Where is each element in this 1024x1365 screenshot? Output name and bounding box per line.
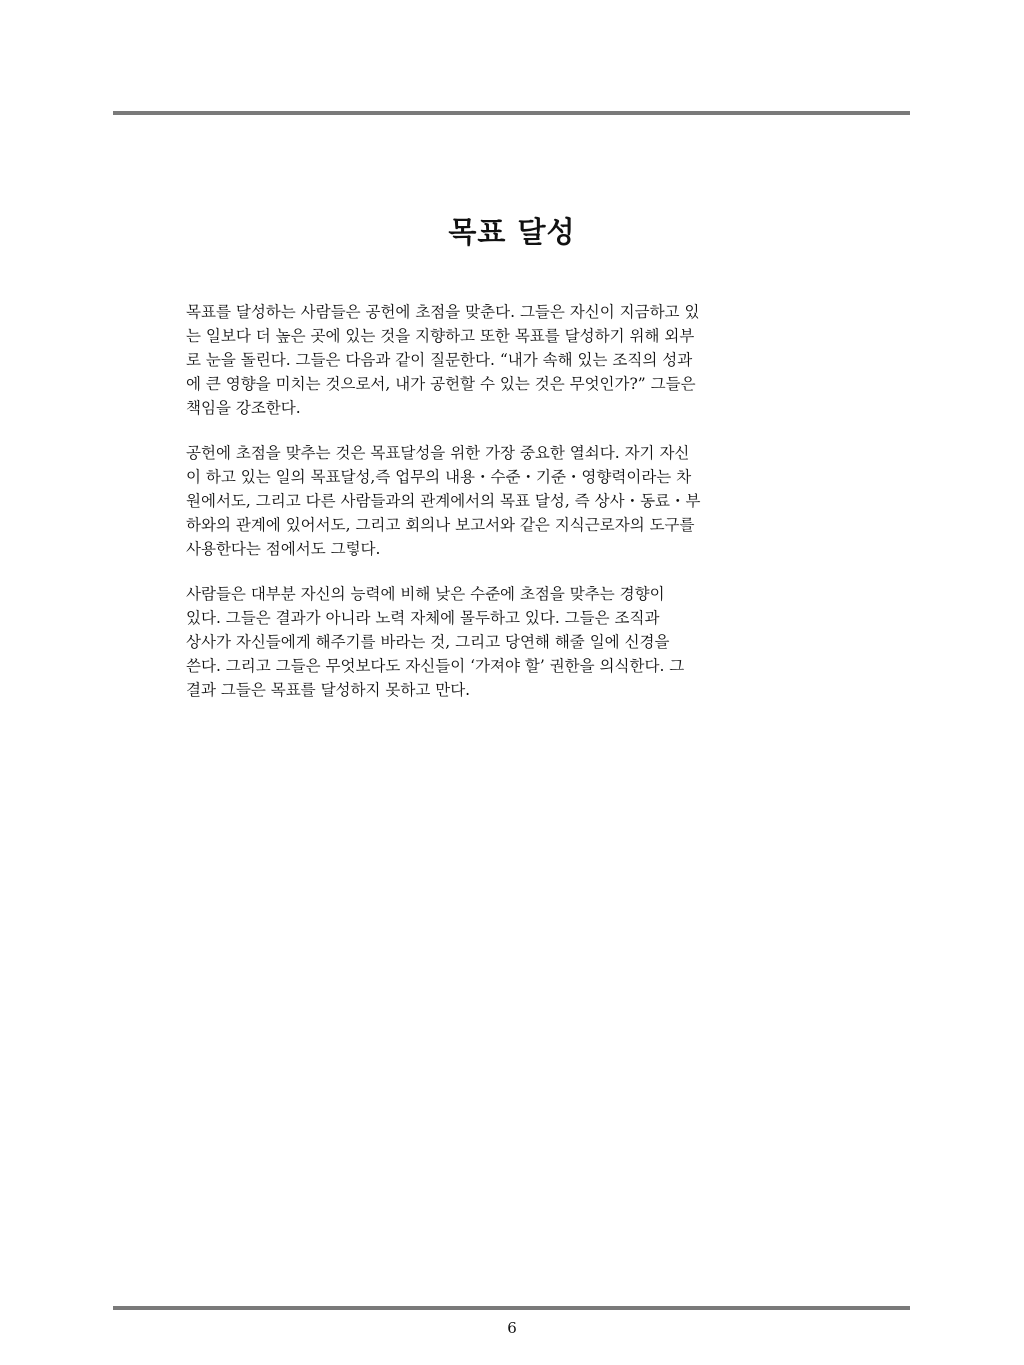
text-line: 상사가 자신들에게 해주기를 바라는 것, 그리고 당연해 해줄 일에 신경을 bbox=[186, 633, 670, 651]
body-text bbox=[186, 300, 836, 723]
text-line: 하와의 관계에 있어서도, 그리고 회의나 보고서와 같은 지식근로자의 도구를 bbox=[186, 516, 695, 534]
paragraph-3 bbox=[186, 582, 836, 702]
header-rule bbox=[113, 111, 910, 115]
page-number: 6 bbox=[507, 1319, 517, 1337]
text-line: 에 큰 영향을 미치는 것으로서, 내가 공헌할 수 있는 것은 무엇인가?” 그들은 bbox=[186, 375, 696, 393]
text-line: 로 눈을 돌린다. 그들은 다음과 같이 질문한다. “내가 속해 있는 조직의 성과 bbox=[186, 351, 693, 369]
text-line: 쓴다. 그리고 그들은 무엇보다도 자신들이 ‘가져야 할’ 권한을 의식한다. 그 bbox=[186, 657, 685, 675]
text-line: 있다. 그들은 결과가 아니라 노력 자체에 몰두하고 있다. 그들은 조직과 bbox=[186, 609, 660, 627]
text-line: 는 일보다 더 높은 곳에 있는 것을 지향하고 또한 목표를 달성하기 위해 외부 bbox=[186, 327, 695, 345]
paragraph-1 bbox=[186, 300, 836, 420]
page-title: 목표 달성 bbox=[448, 215, 576, 249]
text-line: 목표를 달성하는 사람들은 공헌에 초점을 맞춘다. 그들은 자신이 지금하고 있 bbox=[186, 303, 700, 321]
text-line: 책임을 강조한다. bbox=[186, 399, 301, 417]
text-line: 결과 그들은 목표를 달성하지 못하고 만다. bbox=[186, 681, 471, 699]
text-line: 이 하고 있는 일의 목표달성,즉 업무의 내용・수준・기준・영향력이라는 차 bbox=[186, 468, 692, 486]
footer-rule bbox=[113, 1306, 910, 1310]
text-line: 사람들은 대부분 자신의 능력에 비해 낮은 수준에 초점을 맞추는 경향이 bbox=[186, 585, 665, 603]
text-line: 사용한다는 점에서도 그렇다. bbox=[186, 540, 381, 558]
text-line: 공헌에 초점을 맞추는 것은 목표달성을 위한 가장 중요한 열쇠다. 자기 자신 bbox=[186, 444, 690, 462]
paragraph-2 bbox=[186, 441, 836, 561]
text-line: 원에서도, 그리고 다른 사람들과의 관계에서의 목표 달성, 즉 상사・동료・부 bbox=[186, 492, 701, 510]
